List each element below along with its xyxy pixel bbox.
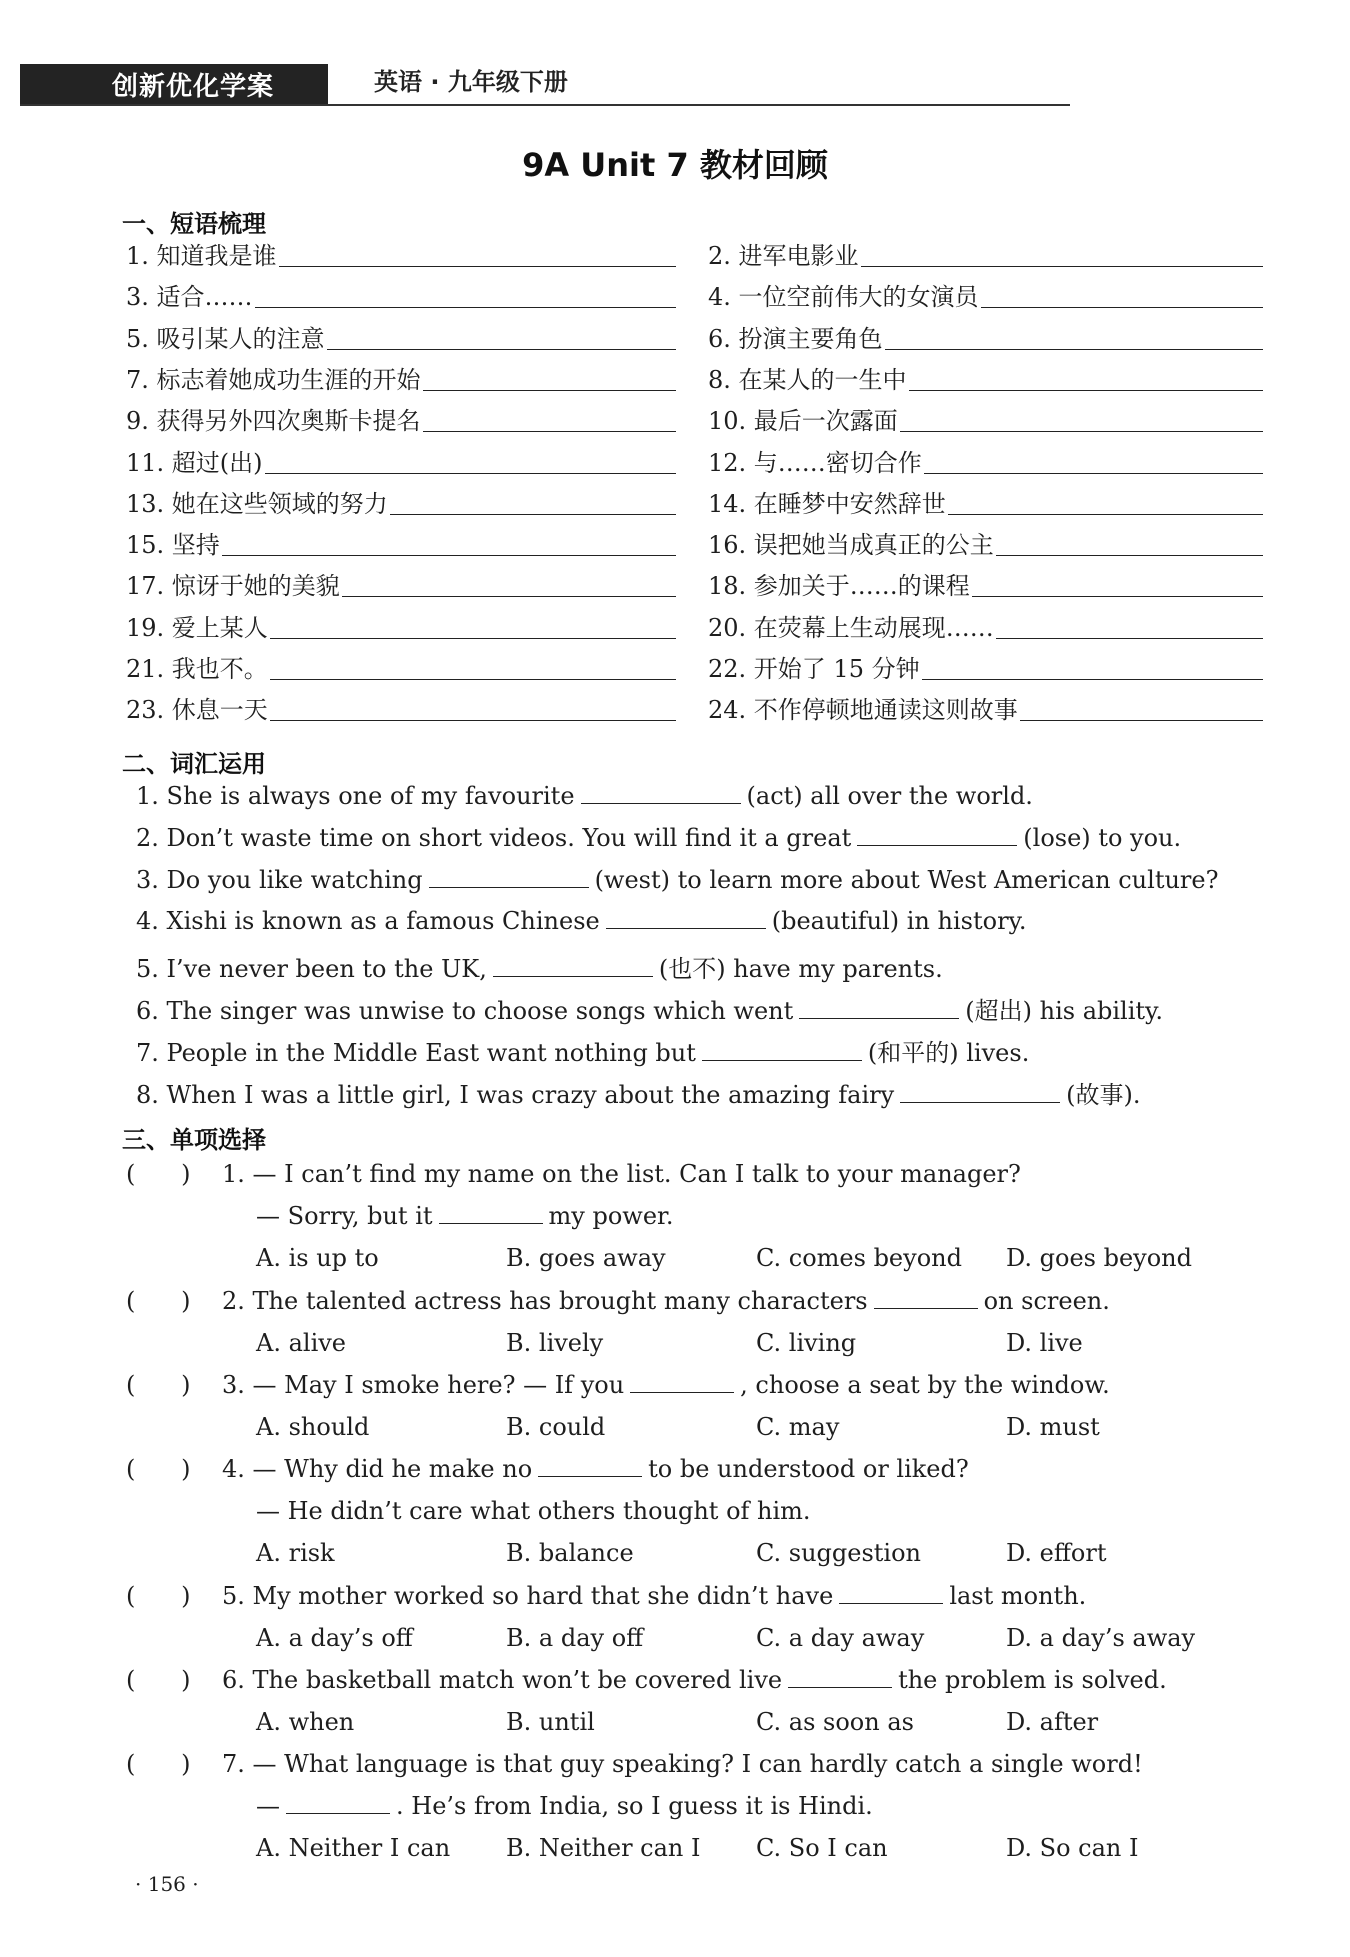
phrase-text: 3. 适合……	[126, 283, 253, 312]
stem-text: the problem is solved.	[898, 1666, 1167, 1694]
question-stem	[222, 1582, 1086, 1610]
phrase-item	[126, 530, 676, 560]
option-b[interactable]: B. until	[506, 1708, 595, 1736]
section3-heading: 三、单项选择	[122, 1126, 266, 1154]
answer-blank[interactable]	[909, 390, 1263, 391]
stem-text: to be understood or liked?	[648, 1455, 969, 1483]
answer-blank[interactable]	[900, 1102, 1060, 1103]
brand-text: 创新优化学案	[112, 71, 275, 102]
option-d[interactable]: D. effort	[1006, 1539, 1107, 1567]
answer-blank[interactable]	[630, 1392, 734, 1393]
answer-blank[interactable]	[606, 928, 766, 929]
answer-blank[interactable]	[270, 638, 676, 639]
phrase-item	[126, 282, 676, 312]
subject-label: 英语 · 九年级下册	[374, 68, 568, 96]
phrase-text: 23. 休息一天	[126, 696, 268, 725]
answer-blank[interactable]	[924, 473, 1263, 474]
answer-blank[interactable]	[788, 1687, 892, 1688]
answer-parenthesis[interactable]: ( )	[126, 1455, 191, 1483]
vocab-hint: (和平的) lives.	[867, 1038, 1030, 1067]
phrase-item	[708, 530, 1263, 560]
answer-blank[interactable]	[702, 1060, 862, 1061]
option-d[interactable]: D. a day’s away	[1006, 1624, 1196, 1652]
vocab-hint: (也不) have my parents.	[658, 955, 943, 984]
answer-blank[interactable]	[255, 307, 676, 308]
vocab-prompt: 8. When I was a little girl, I was crazy about the amazing fairy	[136, 1080, 895, 1109]
vocab-question	[136, 1033, 1029, 1068]
question-response	[256, 1792, 873, 1820]
answer-parenthesis[interactable]: ( )	[126, 1666, 191, 1694]
phrase-text: 14. 在睡梦中安然辞世	[708, 489, 946, 518]
answer-blank[interactable]	[996, 555, 1263, 556]
answer-blank[interactable]	[423, 431, 676, 432]
option-c[interactable]: C. as soon as	[756, 1708, 914, 1736]
question-stem	[222, 1287, 1110, 1315]
stem-text: , choose a seat by the window.	[740, 1371, 1110, 1399]
stem-text: 4. — Why did he make no	[222, 1455, 533, 1483]
answer-blank[interactable]	[429, 887, 589, 888]
vocab-hint: (超出) his ability.	[965, 997, 1164, 1025]
answer-blank[interactable]	[279, 266, 676, 267]
response-text: —	[256, 1792, 280, 1820]
answer-parenthesis[interactable]: ( )	[126, 1160, 191, 1188]
stem-text: 5. My mother worked so hard that she didn’t have	[222, 1582, 834, 1610]
question-response	[256, 1497, 811, 1525]
option-d[interactable]: D. must	[1006, 1413, 1100, 1441]
option-a[interactable]: A. should	[256, 1413, 370, 1441]
phrase-item	[708, 324, 1263, 354]
phrase-item	[126, 448, 676, 478]
option-b[interactable]: B. balance	[506, 1539, 634, 1567]
answer-blank[interactable]	[1020, 720, 1263, 721]
phrase-item	[126, 571, 676, 601]
phrase-item	[708, 448, 1263, 478]
answer-blank[interactable]	[270, 679, 676, 680]
phrase-text: 1. 知道我是谁	[126, 242, 277, 270]
stem-text: 1. — I can’t find my name on the list. Can I talk to your manager?	[222, 1160, 1021, 1188]
phrase-item	[708, 571, 1263, 601]
answer-blank[interactable]	[286, 1813, 390, 1814]
vocab-prompt: 6. The singer was unwise to choose songs which went	[136, 997, 794, 1025]
phrase-text: 18. 参加关于……的课程	[708, 572, 970, 601]
phrase-text: 4. 一位空前伟大的女演员	[708, 283, 979, 312]
phrase-item	[126, 489, 676, 519]
phrase-item	[708, 613, 1263, 643]
phrase-text: 7. 标志着她成功生涯的开始	[126, 365, 421, 394]
phrase-text: 12. 与……密切合作	[708, 448, 922, 477]
option-d[interactable]: D. after	[1006, 1708, 1099, 1736]
question-stem	[222, 1371, 1110, 1399]
phrase-item	[126, 695, 676, 725]
vocab-prompt: 5. I’ve never been to the UK,	[136, 955, 487, 984]
phrase-text: 22. 开始了 15 分钟	[708, 655, 920, 683]
phrase-item	[126, 613, 676, 643]
vocab-prompt: 2. Don’t waste time on short videos. You will find it a great	[136, 823, 852, 852]
answer-blank[interactable]	[839, 1603, 943, 1604]
question-stem	[222, 1455, 969, 1483]
phrase-item	[708, 406, 1263, 436]
answer-blank[interactable]	[439, 1223, 543, 1224]
phrase-text: 11. 超过(出)	[126, 448, 263, 477]
phrase-text: 21. 我也不。	[126, 655, 268, 683]
answer-blank[interactable]	[996, 638, 1263, 639]
phrase-item	[126, 324, 676, 354]
question-stem	[222, 1160, 1021, 1188]
vocab-question	[136, 824, 1181, 852]
option-c[interactable]: C. comes beyond	[756, 1244, 962, 1272]
vocab-hint: (beautiful) in history.	[771, 907, 1027, 936]
answer-blank[interactable]	[538, 1476, 642, 1477]
phrase-item	[708, 365, 1263, 395]
vocab-prompt: 7. People in the Middle East want nothing but	[136, 1038, 696, 1067]
option-a[interactable]: A. alive	[256, 1329, 347, 1357]
answer-blank[interactable]	[885, 349, 1263, 350]
answer-blank[interactable]	[222, 555, 676, 556]
phrase-item	[708, 489, 1263, 519]
phrase-text: 17. 惊讶于她的美貌	[126, 572, 340, 601]
phrase-text: 5. 吸引某人的注意	[126, 324, 325, 353]
answer-blank[interactable]	[342, 596, 676, 597]
phrase-text: 6. 扮演主要角色	[708, 324, 883, 353]
option-a[interactable]: A. a day’s off	[256, 1624, 413, 1652]
option-d[interactable]: D. goes beyond	[1006, 1244, 1192, 1272]
question-stem	[222, 1666, 1167, 1694]
stem-text: last month.	[949, 1582, 1087, 1610]
option-c[interactable]: C. may	[756, 1413, 840, 1441]
answer-blank[interactable]	[857, 845, 1017, 846]
option-c[interactable]: C. So I can	[756, 1834, 888, 1862]
vocab-hint: (act) all over the world.	[746, 782, 1033, 810]
answer-blank[interactable]	[922, 679, 1263, 680]
phrase-text: 19. 爱上某人	[126, 613, 268, 642]
stem-text: 2. The talented actress has brought many characters	[222, 1287, 868, 1315]
vocab-question	[136, 1075, 1141, 1110]
page-title: 9A Unit 7 教材回顾	[522, 146, 828, 184]
page-number: · 156 ·	[135, 1872, 199, 1896]
vocab-hint: (lose) to you.	[1023, 823, 1182, 852]
answer-blank[interactable]	[799, 1018, 959, 1019]
option-b[interactable]: B. goes away	[506, 1244, 666, 1272]
answer-blank[interactable]	[265, 473, 676, 474]
phrase-text: 15. 坚持	[126, 531, 220, 560]
answer-blank[interactable]	[874, 1308, 978, 1309]
option-c[interactable]: C. suggestion	[756, 1539, 922, 1567]
stem-text: 3. — May I smoke here? — If you	[222, 1371, 625, 1399]
phrase-item	[126, 406, 676, 436]
option-b[interactable]: B. lively	[506, 1329, 604, 1357]
brand-banner	[20, 64, 328, 104]
stem-text: 7. — What language is that guy speaking? I can hardly catch a single word!	[222, 1750, 1143, 1778]
answer-blank[interactable]	[270, 720, 676, 721]
option-a[interactable]: A. risk	[256, 1539, 335, 1567]
option-b[interactable]: B. a day off	[506, 1624, 644, 1652]
option-a[interactable]: A. is up to	[256, 1244, 379, 1272]
vocab-hint: (west) to learn more about West American culture?	[594, 865, 1219, 894]
option-b[interactable]: B. Neither can I	[506, 1834, 701, 1862]
vocab-prompt: 3. Do you like watching	[136, 865, 423, 894]
phrase-item	[708, 654, 1263, 684]
answer-blank[interactable]	[861, 266, 1263, 267]
phrase-text: 8. 在某人的一生中	[708, 365, 907, 394]
answer-blank[interactable]	[327, 349, 676, 350]
section2-heading: 二、词汇运用	[122, 750, 266, 778]
phrase-item	[708, 282, 1263, 312]
option-c[interactable]: C. living	[756, 1329, 857, 1357]
stem-text: 6. The basketball match won’t be covered live	[222, 1666, 783, 1694]
option-d[interactable]: D. live	[1006, 1329, 1083, 1357]
stem-text: on screen.	[983, 1287, 1110, 1315]
phrase-text: 2. 进军电影业	[708, 242, 859, 270]
vocab-prompt: 4. Xishi is known as a famous Chinese	[136, 907, 600, 936]
vocab-question	[136, 782, 1033, 810]
answer-blank[interactable]	[981, 307, 1263, 308]
phrase-text: 16. 误把她当成真正的公主	[708, 531, 994, 560]
vocab-question	[136, 991, 1163, 1026]
phrase-item	[126, 365, 676, 395]
phrase-text: 9. 获得另外四次奥斯卡提名	[126, 407, 421, 436]
option-a[interactable]: A. when	[256, 1708, 355, 1736]
answer-blank[interactable]	[972, 596, 1263, 597]
option-a[interactable]: A. Neither I can	[256, 1834, 451, 1862]
phrase-text: 20. 在荧幕上生动展现……	[708, 613, 994, 642]
answer-parenthesis[interactable]: ( )	[126, 1582, 191, 1610]
header-divider	[20, 104, 1070, 106]
phrase-item	[708, 695, 1263, 725]
option-b[interactable]: B. could	[506, 1413, 606, 1441]
phrase-text: 13. 她在这些领域的努力	[126, 489, 388, 518]
option-c[interactable]: C. a day away	[756, 1624, 925, 1652]
answer-blank[interactable]	[390, 514, 676, 515]
answer-blank[interactable]	[948, 514, 1263, 515]
response-text: — He didn’t care what others thought of him.	[256, 1497, 811, 1525]
vocab-question	[136, 907, 1027, 935]
answer-parenthesis[interactable]: ( )	[126, 1287, 191, 1315]
answer-parenthesis[interactable]: ( )	[126, 1371, 191, 1399]
phrase-item	[708, 241, 1263, 271]
phrase-text: 24. 不作停顿地通读这则故事	[708, 696, 1018, 725]
vocab-question	[136, 949, 943, 984]
vocab-question	[136, 866, 1218, 894]
option-d[interactable]: D. So can I	[1006, 1834, 1139, 1862]
vocab-prompt: 1. She is always one of my favourite	[136, 782, 575, 810]
answer-blank[interactable]	[423, 390, 676, 391]
question-stem	[222, 1750, 1143, 1778]
answer-parenthesis[interactable]: ( )	[126, 1750, 191, 1778]
response-text: — Sorry, but it	[256, 1202, 433, 1230]
response-text: . He’s from India, so I guess it is Hindi.	[396, 1792, 873, 1820]
question-response	[256, 1202, 673, 1230]
section1-heading: 一、短语梳理	[122, 210, 266, 238]
answer-blank[interactable]	[581, 803, 741, 804]
answer-blank[interactable]	[900, 431, 1263, 432]
vocab-hint: (故事).	[1066, 1080, 1141, 1109]
phrase-text: 10. 最后一次露面	[708, 407, 898, 436]
phrase-item	[126, 241, 676, 271]
phrase-item	[126, 654, 676, 684]
response-text: my power.	[548, 1202, 674, 1230]
answer-blank[interactable]	[493, 976, 653, 977]
